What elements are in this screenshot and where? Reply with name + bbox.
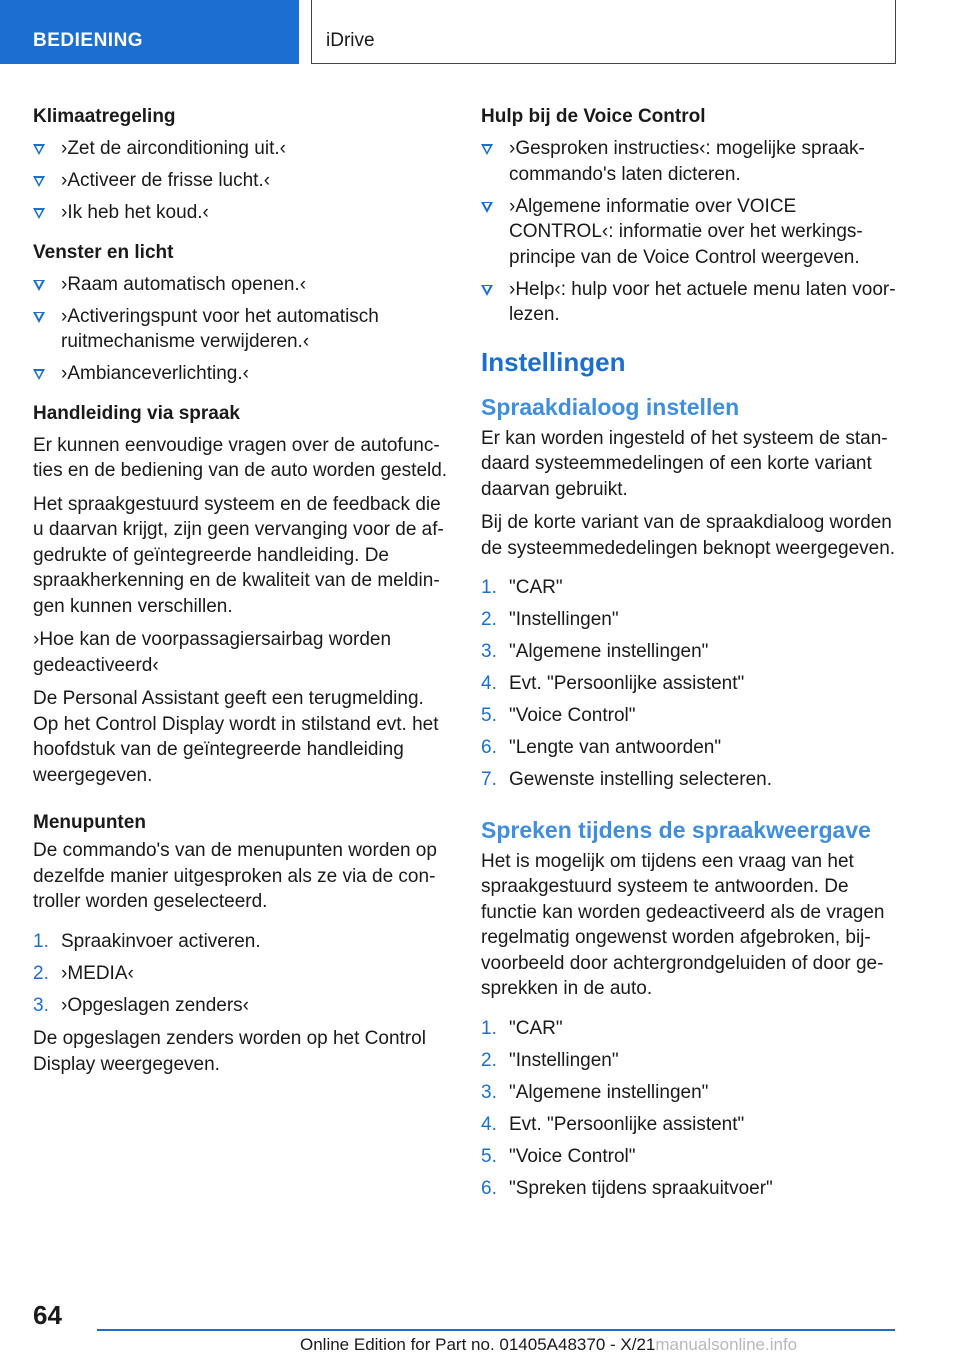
heading-climate: Klimaatregeling xyxy=(33,106,176,127)
footer-divider xyxy=(97,1329,895,1331)
paragraph: Bij de korte variant van de spraakdialoog worden de systeemmededelingen beknopt weergegeven. xyxy=(481,512,896,559)
paragraph: ›Hoe kan de voorpassagiersairbag worden gedeactiveerd‹ xyxy=(33,629,392,676)
heading-dialog-settings: Spraakdialoog instellen xyxy=(481,393,740,420)
right-column xyxy=(481,104,901,1209)
left-column xyxy=(33,104,453,1085)
step-item: 4. Evt. "Persoonlijke assistent" xyxy=(481,1113,745,1135)
list-item: ›Zet de airconditioning uit.‹ xyxy=(33,136,453,162)
step-item: 3. ›Opgeslagen zenders‹ xyxy=(33,994,249,1016)
triangle-bullet-icon xyxy=(33,208,45,219)
step-item: 3. "Algemene instellingen" xyxy=(481,641,709,662)
barge-steps xyxy=(481,1016,901,1202)
heading-voice-help: Hulp bij de Voice Control xyxy=(481,106,706,127)
climate-list xyxy=(33,136,453,226)
paragraph: Er kunnen eenvoudige vragen over de autofuncties en de bediening van de auto worden gesteld. xyxy=(33,434,448,481)
heading-settings: Instellingen xyxy=(481,346,626,377)
list-item: ›Activeer de frisse lucht.‹ xyxy=(33,168,453,194)
triangle-bullet-icon xyxy=(33,312,45,323)
section-tab xyxy=(0,0,299,64)
list-item: ›Ik heb het koud.‹ xyxy=(33,200,453,226)
step-item: 1. "CAR" xyxy=(481,577,563,598)
chapter-title: iDrive xyxy=(326,30,375,51)
triangle-bullet-icon xyxy=(481,202,493,213)
paragraph: Er kan worden ingesteld of het systeem de standaard systeemmedelingen of een korte variant daarvan gebruikt. xyxy=(481,427,888,500)
triangle-bullet-icon xyxy=(33,176,45,187)
step-item: 6. "Lengte van antwoorden" xyxy=(481,737,722,758)
heading-barge-in: Spreken tijdens de spraakweergave xyxy=(481,816,871,843)
step-item: 7. Gewenste instelling selecteren. xyxy=(481,769,772,790)
window-list xyxy=(33,272,453,387)
paragraph: De opgeslagen zenders worden op het Control Display weergegeven. xyxy=(33,1028,426,1075)
footer-edition xyxy=(300,1335,797,1355)
step-item: 1. "CAR" xyxy=(481,1017,563,1039)
step-item: 5. "Voice Control" xyxy=(481,1145,636,1167)
step-item: 5. "Voice Control" xyxy=(481,705,636,726)
watermark-text: manualsonline.info xyxy=(655,1335,798,1354)
paragraph: De commando's van de menupunten worden op dezelfde manier uitgesproken als ze via de controller worden geselecteerd. xyxy=(33,840,437,912)
step-item: 2. ›MEDIA‹ xyxy=(33,962,134,984)
section-title: BEDIENING xyxy=(33,30,144,51)
step-item: 2. "Instellingen" xyxy=(481,1049,619,1071)
paragraph: Het spraakgestuurd systeem en de feedback die u daarvan krijgt, zijn geen vervanging voor de afgedrukte of geïntegreerde handleiding. De spraakherkenning en de kwaliteit van de meldingen kunnen verschillen. xyxy=(33,493,444,617)
step-item: 4. Evt. "Persoonlijke assistent" xyxy=(481,673,745,694)
list-item: ›Activeringspunt voor het automatisch ruitmechanisme verwijderen.‹ xyxy=(33,304,453,355)
list-item: ›Help‹: hulp voor het actuele menu laten voorlezen. xyxy=(481,277,901,328)
heading-menu-items: Menupunten xyxy=(33,812,146,833)
heading-voice-manual: Handleiding via spraak xyxy=(33,402,240,424)
list-item: ›Gesproken instructies‹: mogelijke spraakcommando's laten dicteren. xyxy=(481,136,901,187)
dialog-steps xyxy=(481,575,901,793)
edition-text: Online Edition for Part no. 01405A48370 - X/21 xyxy=(300,1335,656,1354)
triangle-bullet-icon xyxy=(481,144,493,155)
triangle-bullet-icon xyxy=(481,285,493,296)
menu-steps xyxy=(33,929,453,1019)
paragraph: Het is mogelijk om tijdens een vraag van het spraakgestuurd systeem te antwoorden. De functie kan worden gedeactiveerd als de vragen regelmatig ongewenst worden afgebroken, bijvoorbeeld door achtergrondgeluiden of door gesprekken in de auto. xyxy=(481,850,885,999)
triangle-bullet-icon xyxy=(33,280,45,291)
list-item: ›Ambianceverlichting.‹ xyxy=(33,361,453,387)
heading-window-light: Venster en licht xyxy=(33,241,174,263)
triangle-bullet-icon xyxy=(33,369,45,380)
triangle-bullet-icon xyxy=(33,144,45,155)
step-item: 6. "Spreken tijdens spraakuitvoer" xyxy=(481,1177,773,1199)
step-item: 3. "Algemene instellingen" xyxy=(481,1081,709,1103)
help-list xyxy=(481,136,901,328)
chapter-tab xyxy=(311,0,896,64)
page-number: 64 xyxy=(33,1300,62,1330)
list-item: ›Raam automatisch openen.‹ xyxy=(33,272,453,298)
list-item: ›Algemene informatie over VOICE CONTROL‹: informatie over het werkingsprincipe van de Voice Control weergeven. xyxy=(481,194,901,271)
step-item: 1. Spraakinvoer activeren. xyxy=(33,930,261,952)
step-item: 2. "Instellingen" xyxy=(481,609,619,630)
paragraph: De Personal Assistant geeft een terugmelding. Op het Control Display wordt in stilstand evt. het hoofdstuk van de geïntegreerde handleiding weergegeven. xyxy=(33,688,439,786)
